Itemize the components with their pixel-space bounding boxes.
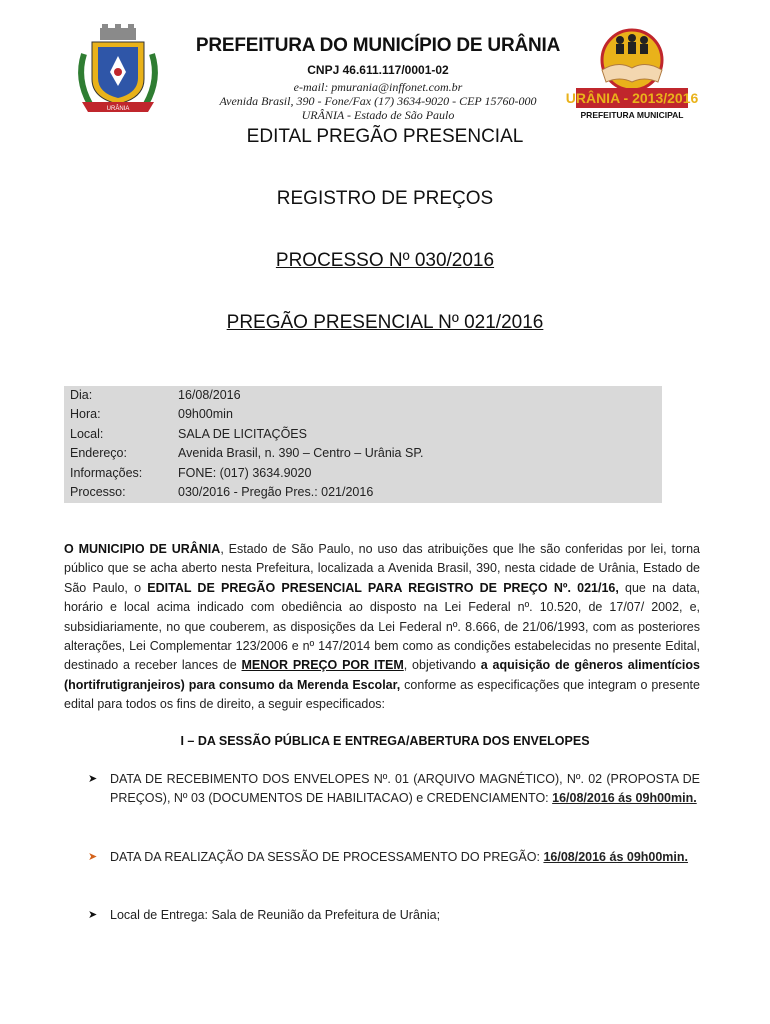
info-label: Processo:	[70, 485, 126, 499]
municipal-crest	[74, 24, 162, 116]
city-state: URÂNIA - Estado de São Paulo	[301, 108, 455, 122]
list-item	[88, 906, 700, 925]
info-value: 09h00min	[178, 407, 233, 422]
info-value: Avenida Brasil, n. 390 – Centro – Urânia SP.	[178, 446, 424, 461]
logo-banner-text: URÂNIA - 2013/2016	[565, 90, 699, 106]
list-item	[88, 770, 700, 809]
bullet-date: 16/08/2016 ás 09h00min.	[543, 850, 689, 864]
info-value: 16/08/2016	[178, 388, 241, 402]
object-text: a aquisição de gêneros alimentícios (hortifrutigranjeiros) para consumo da Merenda Escolar,	[64, 658, 700, 692]
processo-title: PROCESSO Nº 030/2016	[275, 250, 495, 271]
info-label: Endereço:	[70, 446, 127, 461]
info-label: Dia:	[70, 388, 93, 402]
section-title: I – DA SESSÃO PÚBLICA E ENTREGA/ABERTURA DOS ENVELOPES	[180, 734, 590, 748]
municipality-title: PREFEITURA DO MUNICÍPIO DE URÂNIA	[195, 35, 561, 56]
arrow-bullet-icon: ➤	[88, 851, 98, 863]
intro-paragraph	[64, 540, 700, 715]
administration-logo	[565, 26, 699, 120]
info-value: FONE: (017) 3634.9020	[178, 465, 312, 480]
info-label: Hora:	[70, 407, 101, 422]
bullet-text: Local de Entrega: Sala de Reunião da Prefeitura de Urânia;	[110, 908, 441, 922]
edital-title: EDITAL PREGÃO PRESENCIAL	[246, 126, 524, 147]
address: Avenida Brasil, 390 - Fone/Fax (17) 3634-9020 - CEP 15760-000	[219, 94, 537, 108]
crest-ribbon-label: URÂNIA	[106, 106, 130, 112]
pregao-title: PREGÃO PRESENCIAL Nº 021/2016	[226, 312, 544, 333]
info-value: SALA DE LICITAÇÕES	[178, 426, 307, 441]
list-item	[88, 848, 700, 867]
registro-title: REGISTRO DE PREÇOS	[276, 188, 494, 209]
arrow-bullet-icon: ➤	[88, 773, 98, 785]
bullet-text: DATA DA REALIZAÇÃO DA SESSÃO DE PROCESSAMENTO DO PREGÃO:	[110, 850, 544, 864]
edital-reference: EDITAL DE PREGÃO PRESENCIAL PARA REGISTRO DE PREÇO Nº. 021/16,	[147, 580, 619, 595]
arrow-bullet-icon: ➤	[88, 909, 98, 921]
paragraph-text: , Estado de São Paulo, no uso das atribuições que lhe são conferidas por lei, torna público que se acha aberto nesta Prefeitura, localizada a Avenida Brasil, 390, nesta cidade de Urânia, Estado de São Paulo, o	[64, 542, 700, 595]
bullet-date: 16/08/2016 ás 09h00min.	[552, 791, 697, 806]
logo-caption: PREFEITURA MUNICIPAL	[580, 110, 684, 120]
paragraph-text: , objetivando	[403, 658, 481, 673]
info-value: 030/2016 - Pregão Pres.: 021/2016	[178, 485, 374, 499]
session-info-table	[64, 386, 662, 503]
info-label: Informações:	[70, 465, 143, 480]
municipality-name: O MUNICIPIO DE URÂNIA	[64, 542, 221, 556]
bullet-text: DATA DE RECEBIMENTO DOS ENVELOPES Nº. 01 (ARQUIVO MAGNÉTICO), Nº. 02 (PROPOSTA DE PREÇOS), Nº 03 (DOCUMENTOS DE HABILITACAO) e CREDENCIAMENTO:	[110, 772, 700, 806]
cnpj: CNPJ 46.611.117/0001-02	[307, 63, 449, 77]
info-label: Local:	[70, 426, 104, 441]
paragraph-text: conforme as especificações que integram o presente edital para todos os fins de direito, a seguir especificados:	[64, 677, 700, 712]
criterion-text: MENOR PREÇO POR ITEM	[241, 658, 404, 673]
paragraph-text: que na data, horário e local acima indicado com obediência ao disposto na Lei Federal nº. 10.520, de 17/07/ 2002, e, subsidiariamente, no que couberem, as disposições da Lei Federal nº. 8.666, de 21/06/1993, com as posteriores alterações, Lei Complementar 123/2006 e nº 147/2014 bem como as condições estabelecidas no presente Edital, destinado a receber lances de	[64, 580, 700, 673]
email: e-mail: pmurania@inffonet.com.br	[293, 80, 463, 94]
